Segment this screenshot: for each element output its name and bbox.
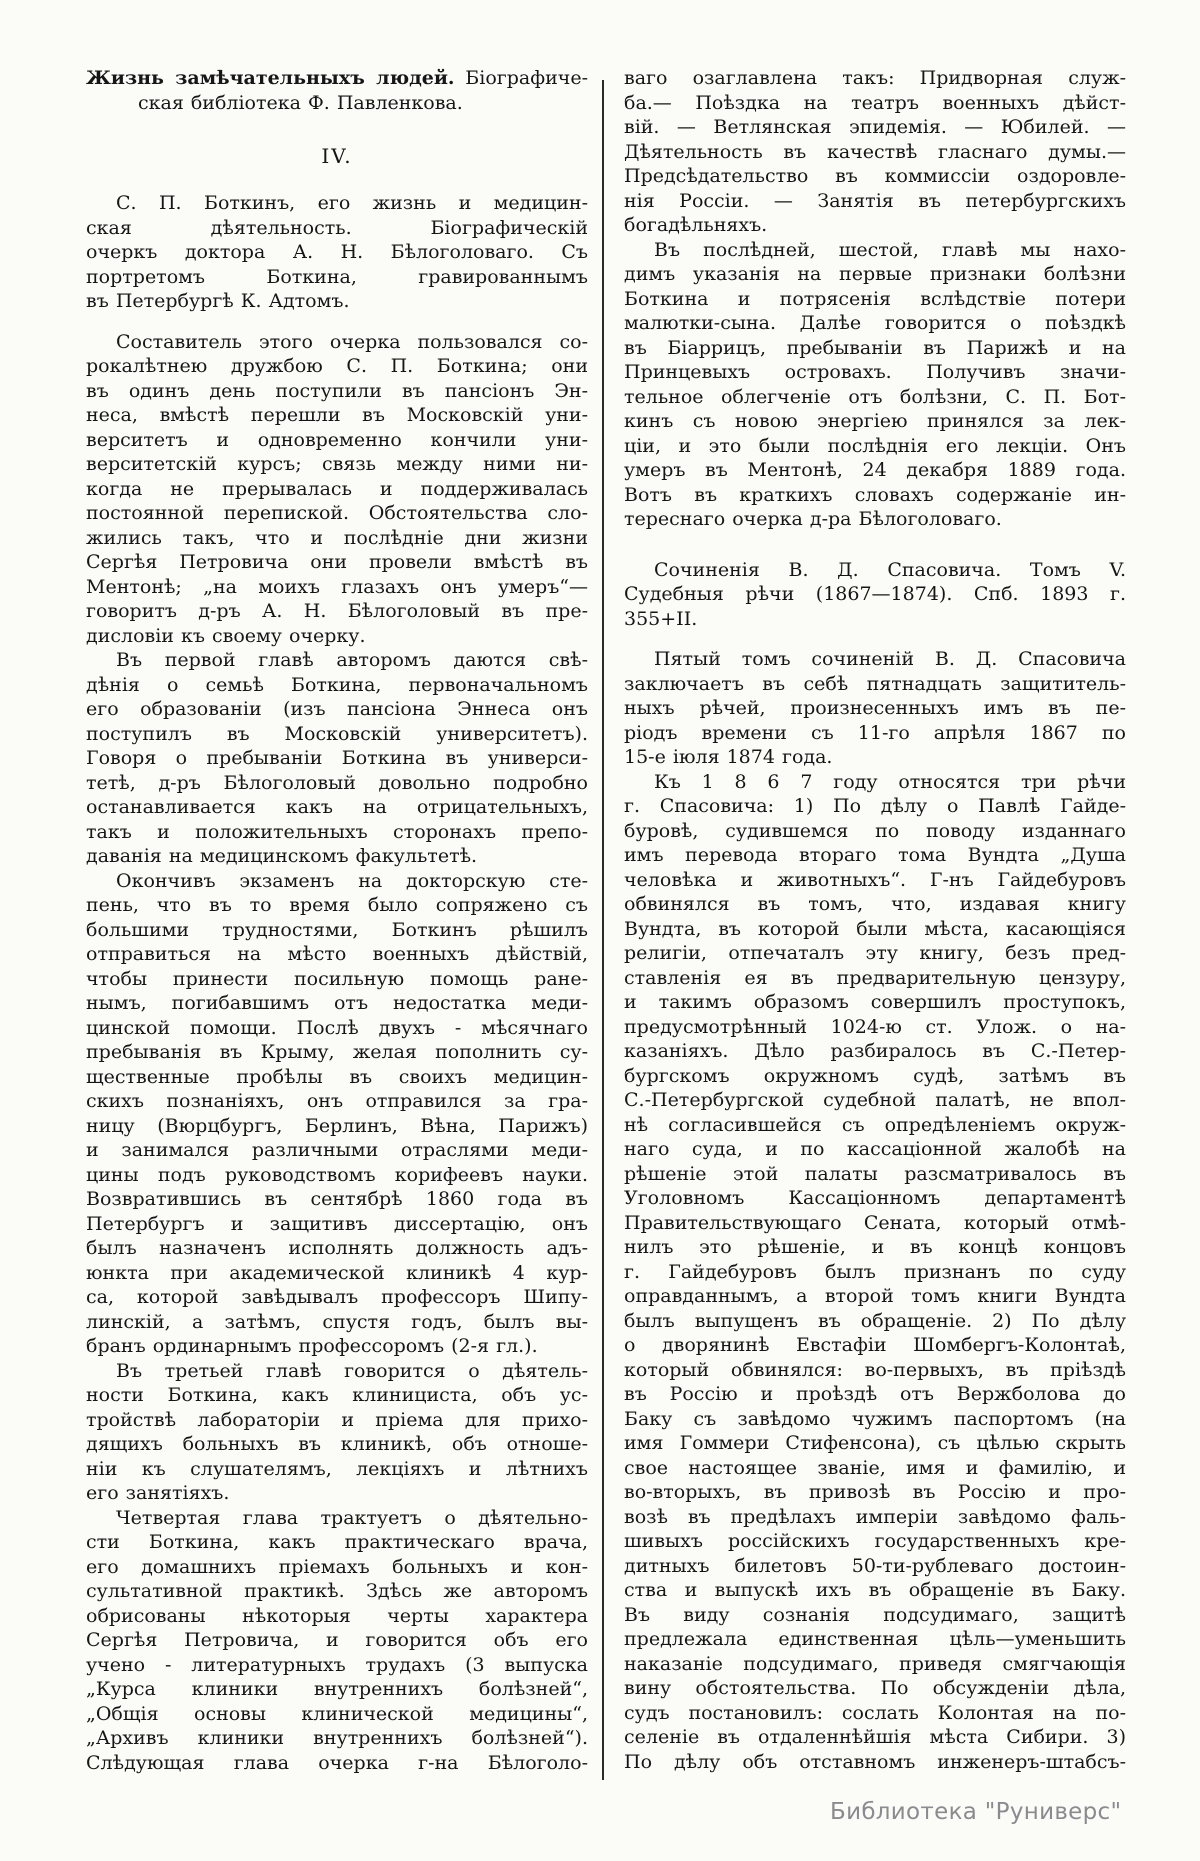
text-line: въ Петербургѣ К. Адтомъ.	[86, 290, 350, 312]
text-line: Предсѣдательство въ коммиссіи оздоровле-	[624, 165, 1126, 187]
text-line: возѣ въ предѣлахъ имперіи завѣдомо фаль-	[624, 1505, 1126, 1528]
text-line: Къ 1 8 6 7 году относятся три рѣчи	[654, 770, 1126, 793]
text-line: „Архивъ клиники внутреннихъ болѣзней“).	[86, 1727, 588, 1749]
text-line: сультативной практикѣ. Здѣсь же авторомъ	[86, 1580, 588, 1602]
text-line: человѣка и животныхъ“. Г-нъ Гайдебуровъ	[624, 868, 1126, 891]
text-line: Слѣдующая глава очерка г-на Бѣлоголо-	[86, 1751, 588, 1774]
text-line: Въ третьей главѣ говорится о дѣятель-	[116, 1359, 588, 1382]
text-line: селеніе въ отдаленнѣйшія мѣста Сибири. 3)	[624, 1726, 1126, 1748]
text-line: скихъ познаніяхъ, онъ отправился за гра-	[86, 1090, 588, 1112]
text-line: ріодъ времени съ 11-го апрѣля 1867 по	[624, 721, 1126, 744]
text-line: когда не прерывалась и поддерживалась	[86, 477, 588, 500]
text-line: бургскомъ окружномъ судѣ, затѣмъ въ	[624, 1064, 1126, 1087]
text-line: бранъ ординарнымъ профессоромъ (2-я гл.).	[86, 1335, 538, 1357]
text-line: димъ указанія на первые признаки болѣзни	[624, 263, 1126, 285]
text-line: даванія на медицинскомъ факультетѣ.	[86, 845, 478, 867]
paragraph	[86, 1506, 588, 1776]
text-line: жились такъ, что и послѣдніе дни жизни	[86, 526, 588, 549]
text-line: отправиться на мѣсто военныхъ дѣйствій,	[86, 943, 588, 965]
text-line: Вундта, въ которой были мѣста, касающіяся	[624, 917, 1126, 940]
text-line: обрисованы нѣкоторыя черты характера	[86, 1604, 588, 1627]
text-line: юнкта при академической клиникѣ 4 кур-	[86, 1261, 588, 1284]
paragraph	[624, 558, 1126, 632]
text-line: рокалѣтнею дружбою С. П. Боткина; они	[86, 355, 588, 377]
text-line: Сергѣя Петровича они провели вмѣстѣ въ	[86, 551, 588, 573]
text-line: дисловіи къ своему очерку.	[86, 624, 366, 647]
text-line: говоритъ д-ръ А. Н. Бѣлоголовый въ пре-	[86, 600, 588, 622]
text-line: во-вторыхъ, въ привозѣ въ Россію и про-	[624, 1481, 1126, 1503]
text-line: его занятіяхъ.	[86, 1482, 230, 1504]
text-line: С. П. Боткинъ, его жизнь и медицин-	[116, 192, 588, 214]
text-line: цины подъ руководствомъ корифеевъ науки.	[86, 1163, 588, 1186]
paragraph	[624, 66, 1126, 238]
paragraph	[86, 191, 588, 314]
text-line: Вотъ въ краткихъ словахъ содержаніе ин-	[624, 483, 1126, 506]
text-line: его домашнихъ пріемахъ больныхъ и кон-	[86, 1555, 588, 1578]
text-line: предусмотрѣнный 1024-ю ст. Улож. о на-	[624, 1015, 1126, 1038]
text-line: портретомъ Боткина, гравированнымъ	[86, 265, 588, 288]
text-line: такъ и положительныхъ сторонахъ препо-	[86, 820, 588, 843]
text-line: останавливается какъ на отрицательныхъ,	[86, 796, 588, 818]
text-line: Ментонѣ; „на моихъ глазахъ онъ умеръ“—	[86, 575, 588, 598]
text-line: цинской помощи. Послѣ двухъ - мѣсячнаго	[86, 1016, 588, 1039]
text-line: По дѣлу объ отставномъ инженеръ-штабсъ-	[624, 1750, 1126, 1773]
text-line: и занимался различными отраслями меди-	[86, 1139, 588, 1161]
text-line: обвинялся въ томъ, что, издавая книгу	[624, 893, 1126, 915]
paragraph	[624, 647, 1126, 770]
text-line: Дѣятельность въ качествѣ гласнаго думы.—	[624, 140, 1126, 163]
paragraph	[624, 770, 1126, 1775]
paragraph	[86, 1359, 588, 1506]
series-title-bold: Жизнь замѣчательныхъ людей.	[86, 67, 455, 89]
text-line: Въ послѣдней, шестой, главѣ мы нахо-	[654, 238, 1126, 261]
text-line: поступилъ въ Московскій университетъ).	[86, 722, 588, 745]
text-line: Жизнь замѣчательныхъ людей. Біографиче-	[86, 67, 588, 89]
text-line: Правительствующаго Сената, который отмѣ-	[624, 1211, 1126, 1234]
text-line: щественные пробѣлы въ своихъ медицин-	[86, 1065, 588, 1088]
paragraph	[86, 330, 588, 649]
text-line: предлежала единственная цѣль—уменьшить	[624, 1628, 1126, 1650]
text-line: верситетъ и одновременно кончили уни-	[86, 428, 588, 451]
text-line: тетѣ, д-ръ Бѣлоголовый довольно подробно	[86, 771, 588, 794]
text-line: неса, вмѣстѣ перешли въ Московскій уни-	[86, 404, 588, 426]
text-line: ваго озаглавлена такъ: Придворная служ-	[624, 67, 1126, 89]
text-line: тельное облегченіе отъ болѣзни, С. П. Бот-	[624, 385, 1126, 408]
text-line: вій. — Ветлянская эпидемія. — Юбилей. —	[624, 116, 1126, 138]
text-line: религіи, отпечаталъ эту книгу, безъ пред-	[624, 942, 1126, 964]
text-line: Четвертая глава трактуетъ о дѣятельно-	[116, 1506, 588, 1529]
text-line: богадѣльняхъ.	[624, 214, 768, 236]
text-line: ская дѣятельность. Біографическій	[86, 216, 588, 239]
text-line: Пятый томъ сочиненій В. Д. Спасовича	[654, 648, 1126, 670]
text-line: са, которой завѣдывалъ профессоръ Шипу-	[86, 1286, 588, 1308]
text-line: пень, что въ то время было сопряжено съ	[86, 894, 588, 916]
text-line: Петербургъ и защитивъ диссертацію, онъ	[86, 1212, 588, 1235]
text-line: 355+II.	[624, 607, 698, 630]
text-line: нія Россіи. — Занятія въ петербургскихъ	[624, 189, 1126, 212]
text-line: пребыванія въ Крыму, желая пополнить су-	[86, 1041, 588, 1063]
text-line: Въ первой главѣ авторомъ даются свѣ-	[116, 649, 588, 671]
text-line: оправданнымъ, а второй томъ книги Вундта	[624, 1285, 1126, 1307]
text-line: Возвратившись въ сентябрѣ 1860 года въ	[86, 1188, 588, 1210]
text-line: умеръ въ Ментонѣ, 24 декабря 1889 года.	[624, 459, 1126, 481]
text-line: учено - литературныхъ трудахъ (3 выпуска	[86, 1653, 588, 1676]
text-line: „Общія основы клинической медицины“,	[86, 1702, 588, 1725]
text-line: рѣшеніе этой палаты разсматривалось въ	[624, 1162, 1126, 1185]
text-line: дящихъ больныхъ въ клиникѣ, объ отноше-	[86, 1433, 588, 1455]
text-line: Баку съ завѣдомо чужимъ паспортомъ (на	[624, 1407, 1126, 1430]
text-line: большими трудностями, Боткинъ рѣшилъ	[86, 918, 588, 941]
text-line: тереснаго очерка д-ра Бѣлоголоваго.	[624, 508, 1002, 530]
text-line: былъ назначенъ исполнять должность адъ-	[86, 1237, 588, 1259]
text-line: и такимъ образомъ совершилъ проступокъ,	[624, 991, 1126, 1013]
text-line: постоянной перепиской. Обстоятельства сло-	[86, 502, 588, 524]
text-line: судъ постановилъ: сослать Колонтая на по-	[624, 1701, 1126, 1724]
text-line: имъ перевода втораго тома Вундта „Душа	[624, 844, 1126, 866]
text-line: очеркъ доктора А. Н. Бѣлоголоваго. Съ	[86, 241, 588, 263]
text-line: имя Гоммери Стифенсона), съ цѣлью скрыть	[624, 1432, 1126, 1454]
runivers-watermark: Библиотека "Руниверс"	[830, 1799, 1122, 1825]
paragraph	[86, 869, 588, 1359]
text-line: буровѣ, судившемся по поводу изданнаго	[624, 819, 1126, 842]
text-line: г. Гайдебуровъ былъ признанъ по суду	[624, 1260, 1126, 1283]
text-line: дитныхъ билетовъ 50-ти-рублеваго достоин-	[624, 1554, 1126, 1577]
text-line: сти Боткина, какъ практическаго врача,	[86, 1531, 588, 1553]
text-line: въ одинъ день поступили въ пансіонъ Эн-	[86, 379, 588, 402]
text-line: ницу (Вюрцбургъ, Берлинъ, Вѣна, Парижъ)	[86, 1114, 588, 1137]
text-line: Окончивъ экзаменъ на докторскую сте-	[116, 869, 588, 892]
text-line: наго суда, и по кассаціонной жалобѣ на	[624, 1138, 1126, 1160]
text-line: Принцевыхъ островахъ. Получивъ значи-	[624, 361, 1126, 383]
text-line: который обвинялся: во-первыхъ, въ пріѣздѣ	[624, 1358, 1126, 1381]
text-line: С.-Петербургской судебной палатѣ, не впол-	[624, 1089, 1126, 1111]
paragraph	[86, 648, 588, 869]
text-line: Въ виду сознанія подсудимаго, защитѣ	[624, 1603, 1126, 1626]
text-line: нѣ согласившейся съ опредѣленіемъ окруж-	[624, 1113, 1126, 1136]
text-line: Составитель этого очерка пользовался со-	[116, 330, 588, 353]
text-line: въ Біаррицъ, пребываніи въ Парижѣ и на	[624, 336, 1126, 359]
section-number: IV.	[321, 144, 353, 168]
text-line: г. Спасовича: 1) По дѣлу о Павлѣ Гайде-	[624, 795, 1126, 817]
text-line: наказаніе подсудимаго, приведя смягчающія	[624, 1652, 1126, 1675]
text-line: дѣнія о семьѣ Боткина, первоначальномъ	[86, 673, 588, 696]
text-line: нилъ это рѣшеніе, и въ концѣ концовъ	[624, 1236, 1126, 1258]
series-header	[86, 66, 588, 115]
text-line: ставленія ея въ предварительную цензуру,	[624, 966, 1126, 989]
text-line: Боткина и потрясенія вслѣдствіе потери	[624, 287, 1126, 310]
text-line: ности Боткина, какъ клинициста, объ ус-	[86, 1384, 588, 1406]
text-line: Сергѣя Петровича, и говорится объ его	[86, 1629, 588, 1651]
text-line: въ Россію и проѣздѣ отъ Вержболова до	[624, 1383, 1126, 1405]
text-line: малютки-сына. Далѣе говорится о поѣздкѣ	[624, 312, 1126, 334]
text-line: былъ выпущенъ въ обращеніе. 2) По дѣлу	[624, 1309, 1126, 1332]
text-line: вину обстоятельства. По обсужденіи дѣла,	[624, 1677, 1126, 1699]
paragraph	[624, 238, 1126, 532]
text-line: „Курса клиники внутреннихъ болѣзней“,	[86, 1678, 588, 1700]
text-line: Говоря о пребываніи Боткина въ универси-	[86, 747, 588, 769]
text-line: ская библіотека Ф. Павленкова.	[138, 91, 463, 114]
text-line: Сочиненія В. Д. Спасовича. Томъ V.	[654, 558, 1126, 581]
text-line: ныхъ рѣчей, произнесенныхъ имъ въ пе-	[624, 697, 1126, 719]
text-line: линскій, а затѣмъ, спустя годъ, былъ вы-	[86, 1310, 588, 1333]
text-line: нымъ, погибавшимъ отъ недостатка меди-	[86, 992, 588, 1014]
right-column	[624, 66, 1126, 1774]
text-line: заключаетъ въ себѣ пятнадцать защититель-	[624, 672, 1126, 695]
text-line: свое настоящее званіе, имя и фамилію, и	[624, 1456, 1126, 1479]
column-divider	[602, 80, 604, 1780]
text-line: тройствѣ лабораторіи и пріема для прихо-	[86, 1408, 588, 1431]
text-line: ства и выпускѣ ихъ въ обращеніе въ Баку.	[624, 1579, 1126, 1601]
text-line: 15-е іюля 1874 года.	[624, 746, 833, 768]
text-line: ціи, и это были послѣднія его лекціи. Онъ	[624, 434, 1126, 457]
text-line: его образованіи (изъ пансіона Эннеса онъ	[86, 698, 588, 720]
text-line: казаніяхъ. Дѣло разбиралось въ С.-Петер-	[624, 1040, 1126, 1062]
text-line: шивыхъ россійскихъ государственныхъ кре-	[624, 1530, 1126, 1552]
text-line: чтобы принести посильную помощь ране-	[86, 967, 588, 990]
text-line: Судебныя рѣчи (1867—1874). Спб. 1893 г.	[624, 583, 1126, 605]
text-line: ба.— Поѣздка на театръ военныхъ дѣйст-	[624, 91, 1126, 114]
text-line: Уголовномъ Кассаціонномъ департаментѣ	[624, 1187, 1126, 1209]
text-line: кинъ съ новою энергіею принялся за лек-	[624, 410, 1126, 432]
text-line: о дворянинѣ Евстафіи Шомбергъ-Колонтаѣ,	[624, 1334, 1126, 1356]
left-column	[86, 66, 588, 1775]
text-line: ніи къ слушателямъ, лекціяхъ и лѣтнихъ	[86, 1457, 588, 1480]
text-line: верситетскій курсъ; связь между ними ни-	[86, 453, 588, 475]
